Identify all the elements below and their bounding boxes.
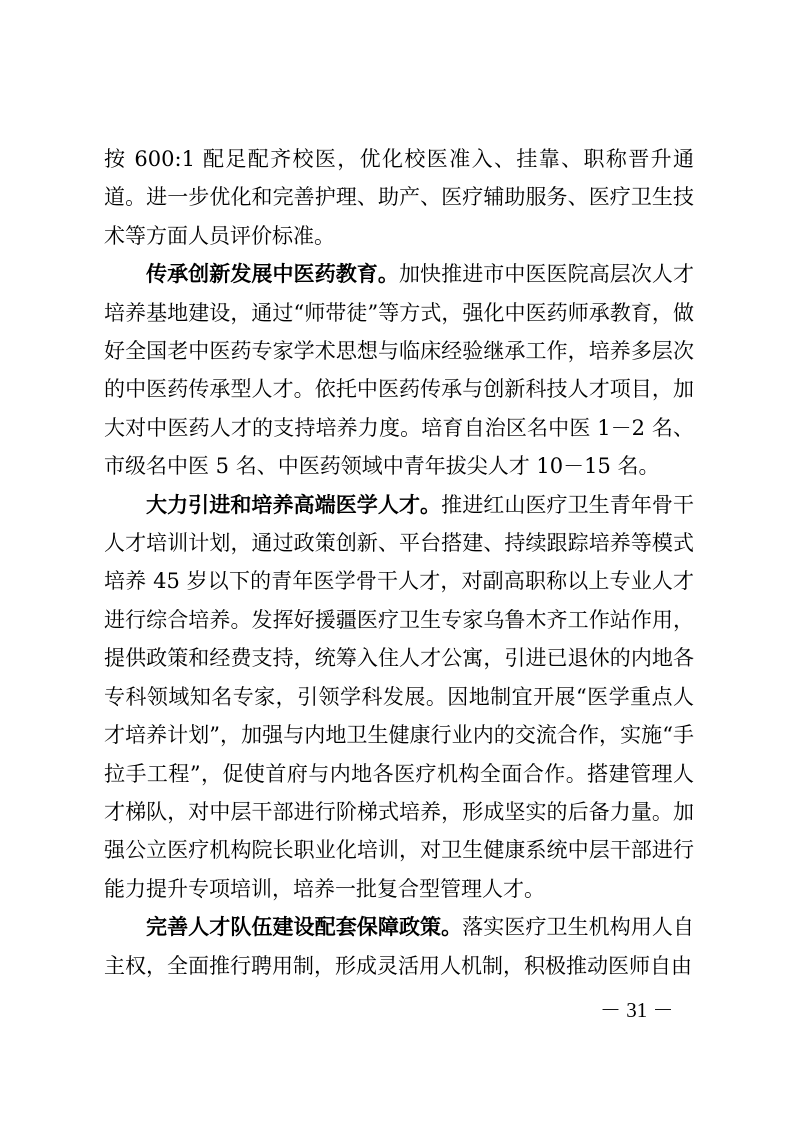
paragraph-text: 加快推进市中医医院高层次人才培养基地建设，通过“师带徒”等方式，强化中医药师承教育，做好全国老中医药专家学术思想与临床经验继承工作，培养多层次的中医药传承型人才。依托中医药传承与创新科技人才项目，加大对中医药人才的支持培养力度。培育自治区名中医 1－2 名、市级名中医 5 名、中医药领域中青年拔尖人才 10－15 名。 [104,262,695,479]
paragraph-text: 按 600:1 配足配齐校医，优化校医准入、挂靠、职称晋升通道。进一步优化和完善护理、助产、医疗辅助服务、医疗卫生技术等方面人员评价标准。 [104,147,694,248]
paragraph-lead-heading: 传承创新发展中医药教育。 [146,262,399,287]
paragraph-high-end-talent [104,486,694,908]
paragraph-support-policy [104,908,694,985]
paragraph-continued [104,140,694,255]
body-text [104,140,694,985]
paragraph-lead-heading: 大力引进和培养高端医学人才。 [146,492,442,517]
paragraph-text: 推进红山医疗卫生青年骨干人才培训计划，通过政策创新、平台搭建、持续跟踪培养等模式培养 45 岁以下的青年医学骨干人才，对副高职称以上专业人才进行综合培养。发挥好援疆医疗卫生专家乌鲁木齐工作站作用，提供政策和经费支持，统筹入住人才公寓，引进已退休的内地各专科领域知名专家，引领学科发展。因地制宜开展“医学重点人才培养计划”，加强与内地卫生健康行业内的交流合作，实施“手拉手工程”，促使首府与内地各医疗机构全面合作。搭建管理人才梯队，对中层干部进行阶梯式培养，形成坚实的后备力量。加强公立医疗机构院长职业化培训，对卫生健康系统中层干部进行能力提升专项培训，培养一批复合型管理人才。 [104,492,695,901]
paragraph-tcm-education [104,255,694,485]
paragraph-lead-heading: 完善人才队伍建设配套保障政策。 [146,915,463,940]
page-number: － 31 － [600,998,674,1022]
paragraph-text: 落实医疗卫生机构用人自主权，全面推行聘用制，形成灵活用人机制，积极推动医师自由 [104,915,695,978]
